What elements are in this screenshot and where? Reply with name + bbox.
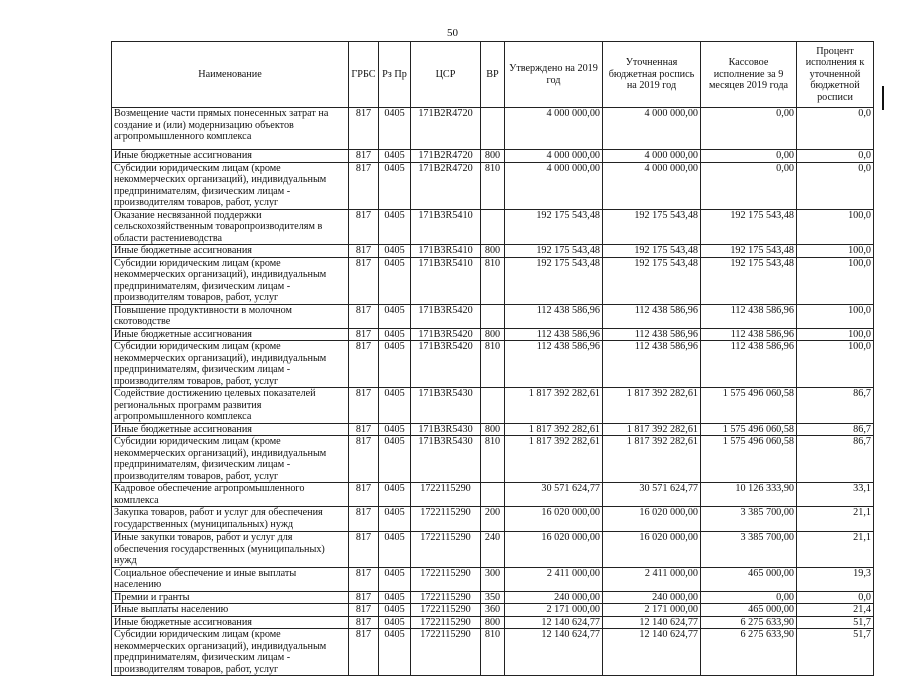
- cell-name: Иные выплаты населению: [112, 604, 349, 617]
- cell-refined: 112 438 586,96: [603, 304, 701, 328]
- cell-name: Иные бюджетные ассигнования: [112, 423, 349, 436]
- cell-rzpr: 0405: [379, 150, 411, 163]
- cell-grbs: 817: [349, 616, 379, 629]
- cell-csr: 1722115290: [411, 629, 481, 676]
- cell-percent: 100,0: [797, 245, 874, 258]
- table-row: [112, 245, 874, 258]
- cell-name: Субсидии юридическим лицам (кроме некоммерческих организаций), индивидуальным предпринимателям, физическим лицам - производителям товаров, работ, услуг: [112, 162, 349, 209]
- cell-vr: 800: [481, 328, 505, 341]
- cell-name: Содействие достижению целевых показателей региональных программ развития агропромышленного комплекса: [112, 388, 349, 424]
- cell-name: Субсидии юридическим лицам (кроме некоммерческих организаций), индивидуальным предпринимателям, физическим лицам - производителям товаров, работ, услуг: [112, 436, 349, 483]
- cell-name: Социальное обеспечение и иные выплаты населению: [112, 567, 349, 591]
- cell-approved: 192 175 543,48: [505, 245, 603, 258]
- cell-vr: 810: [481, 162, 505, 209]
- cell-refined: 2 411 000,00: [603, 567, 701, 591]
- cell-grbs: 817: [349, 150, 379, 163]
- cell-refined: 12 140 624,77: [603, 629, 701, 676]
- cell-name: Кадровое обеспечение агропромышленного комплекса: [112, 483, 349, 507]
- cell-cash: 10 126 333,90: [701, 483, 797, 507]
- header-rzpr: Рз Пр: [379, 42, 411, 108]
- cell-csr: 1722115290: [411, 507, 481, 532]
- cell-percent: 100,0: [797, 304, 874, 328]
- cell-refined: 240 000,00: [603, 591, 701, 604]
- cell-csr: 171B3R5430: [411, 436, 481, 483]
- cell-percent: 86,7: [797, 423, 874, 436]
- cell-grbs: 817: [349, 388, 379, 424]
- cell-grbs: 817: [349, 257, 379, 304]
- cell-grbs: 817: [349, 507, 379, 532]
- cell-csr: 171B3R5420: [411, 304, 481, 328]
- cell-grbs: 817: [349, 108, 379, 150]
- table-row: [112, 507, 874, 532]
- cell-rzpr: 0405: [379, 108, 411, 150]
- cell-refined: 1 817 392 282,61: [603, 388, 701, 424]
- cell-vr: 360: [481, 604, 505, 617]
- header-approved: Утверждено на 2019 год: [505, 42, 603, 108]
- cell-cash: 0,00: [701, 108, 797, 150]
- cell-rzpr: 0405: [379, 328, 411, 341]
- cell-csr: 171B3R5420: [411, 328, 481, 341]
- table-row: [112, 604, 874, 617]
- cell-rzpr: 0405: [379, 532, 411, 568]
- cell-refined: 4 000 000,00: [603, 150, 701, 163]
- cell-percent: 0,0: [797, 162, 874, 209]
- cell-cash: 0,00: [701, 591, 797, 604]
- table-row: [112, 162, 874, 209]
- table-row: [112, 341, 874, 388]
- cell-percent: 21,1: [797, 507, 874, 532]
- cell-refined: 30 571 624,77: [603, 483, 701, 507]
- cell-approved: 4 000 000,00: [505, 162, 603, 209]
- cell-name: Возмещение части прямых понесенных затрат на создание и (или) модернизацию объектов агропромышленного комплекса: [112, 108, 349, 150]
- cell-csr: 171B3R5410: [411, 257, 481, 304]
- table-row: [112, 328, 874, 341]
- cell-refined: 16 020 000,00: [603, 507, 701, 532]
- page-number: 50: [447, 27, 458, 39]
- cell-cash: 6 275 633,90: [701, 629, 797, 676]
- cell-cash: 1 575 496 060,58: [701, 388, 797, 424]
- cell-percent: 51,7: [797, 616, 874, 629]
- cell-vr: 240: [481, 532, 505, 568]
- cell-grbs: 817: [349, 245, 379, 258]
- cell-cash: 112 438 586,96: [701, 341, 797, 388]
- cell-cash: 3 385 700,00: [701, 507, 797, 532]
- cell-vr: 350: [481, 591, 505, 604]
- cell-csr: 1722115290: [411, 591, 481, 604]
- cell-approved: 16 020 000,00: [505, 532, 603, 568]
- cell-cash: 192 175 543,48: [701, 257, 797, 304]
- cell-cash: 112 438 586,96: [701, 304, 797, 328]
- cell-vr: [481, 108, 505, 150]
- cell-rzpr: 0405: [379, 209, 411, 245]
- cell-vr: 810: [481, 629, 505, 676]
- cell-csr: 171B2R4720: [411, 108, 481, 150]
- cell-refined: 16 020 000,00: [603, 532, 701, 568]
- cell-approved: 112 438 586,96: [505, 304, 603, 328]
- cell-rzpr: 0405: [379, 507, 411, 532]
- cell-cash: 0,00: [701, 162, 797, 209]
- cell-grbs: 817: [349, 629, 379, 676]
- cell-vr: [481, 483, 505, 507]
- cell-grbs: 817: [349, 304, 379, 328]
- cell-cash: 192 175 543,48: [701, 209, 797, 245]
- cell-approved: 30 571 624,77: [505, 483, 603, 507]
- cell-name: Иные бюджетные ассигнования: [112, 328, 349, 341]
- cell-refined: 4 000 000,00: [603, 108, 701, 150]
- cell-refined: 192 175 543,48: [603, 209, 701, 245]
- cell-csr: 171B3R5420: [411, 341, 481, 388]
- table-row: [112, 436, 874, 483]
- cell-refined: 1 817 392 282,61: [603, 436, 701, 483]
- cell-refined: 1 817 392 282,61: [603, 423, 701, 436]
- cell-csr: 171B3R5410: [411, 209, 481, 245]
- cell-refined: 2 171 000,00: [603, 604, 701, 617]
- cell-grbs: 817: [349, 328, 379, 341]
- table-row: [112, 108, 874, 150]
- cell-approved: 12 140 624,77: [505, 629, 603, 676]
- cell-rzpr: 0405: [379, 388, 411, 424]
- cell-percent: 86,7: [797, 388, 874, 424]
- cell-vr: [481, 304, 505, 328]
- cell-percent: 33,1: [797, 483, 874, 507]
- cell-cash: 192 175 543,48: [701, 245, 797, 258]
- cell-approved: 12 140 624,77: [505, 616, 603, 629]
- cell-refined: 12 140 624,77: [603, 616, 701, 629]
- cell-approved: 16 020 000,00: [505, 507, 603, 532]
- cell-name: Оказание несвязанной поддержки сельскохозяйственным товаропроизводителям в области растениеводства: [112, 209, 349, 245]
- cell-name: Субсидии юридическим лицам (кроме некоммерческих организаций), индивидуальным предпринимателям, физическим лицам - производителям товаров, работ, услуг: [112, 257, 349, 304]
- cell-vr: 200: [481, 507, 505, 532]
- cell-percent: 51,7: [797, 629, 874, 676]
- cell-approved: 2 411 000,00: [505, 567, 603, 591]
- cell-approved: 1 817 392 282,61: [505, 423, 603, 436]
- cell-approved: 1 817 392 282,61: [505, 388, 603, 424]
- cell-percent: 100,0: [797, 257, 874, 304]
- cell-grbs: 817: [349, 436, 379, 483]
- table-row: [112, 483, 874, 507]
- cell-vr: 810: [481, 257, 505, 304]
- cell-percent: 0,0: [797, 150, 874, 163]
- cell-approved: 2 171 000,00: [505, 604, 603, 617]
- cell-approved: 112 438 586,96: [505, 341, 603, 388]
- cell-cash: 3 385 700,00: [701, 532, 797, 568]
- cell-rzpr: 0405: [379, 423, 411, 436]
- cell-csr: 1722115290: [411, 604, 481, 617]
- cell-name: Премии и гранты: [112, 591, 349, 604]
- table-row: [112, 304, 874, 328]
- cell-rzpr: 0405: [379, 604, 411, 617]
- header-grbs: ГРБС: [349, 42, 379, 108]
- table-row: [112, 423, 874, 436]
- table-row: [112, 567, 874, 591]
- cell-vr: 800: [481, 245, 505, 258]
- cell-name: Иные бюджетные ассигнования: [112, 150, 349, 163]
- cell-refined: 192 175 543,48: [603, 245, 701, 258]
- cell-approved: 1 817 392 282,61: [505, 436, 603, 483]
- cell-approved: 112 438 586,96: [505, 328, 603, 341]
- cell-percent: 100,0: [797, 209, 874, 245]
- cell-csr: 1722115290: [411, 532, 481, 568]
- cell-cash: 1 575 496 060,58: [701, 423, 797, 436]
- cell-name: Иные бюджетные ассигнования: [112, 616, 349, 629]
- header-row: [112, 42, 874, 108]
- cell-cash: 112 438 586,96: [701, 328, 797, 341]
- cell-cash: 465 000,00: [701, 604, 797, 617]
- cell-rzpr: 0405: [379, 436, 411, 483]
- cell-rzpr: 0405: [379, 245, 411, 258]
- cell-percent: 100,0: [797, 328, 874, 341]
- table-row: [112, 616, 874, 629]
- cell-csr: 171B3R5430: [411, 388, 481, 424]
- cell-percent: 21,4: [797, 604, 874, 617]
- cell-percent: 19,3: [797, 567, 874, 591]
- cell-name: Иные бюджетные ассигнования: [112, 245, 349, 258]
- header-csr: ЦСР: [411, 42, 481, 108]
- header-cash: Кассовое исполнение за 9 месяцев 2019 года: [701, 42, 797, 108]
- header-vr: ВР: [481, 42, 505, 108]
- table-row: [112, 209, 874, 245]
- cell-rzpr: 0405: [379, 591, 411, 604]
- cell-csr: 1722115290: [411, 483, 481, 507]
- cell-csr: 171B2R4720: [411, 162, 481, 209]
- cell-cash: 465 000,00: [701, 567, 797, 591]
- cell-approved: 240 000,00: [505, 591, 603, 604]
- cell-name: Субсидии юридическим лицам (кроме некоммерческих организаций), индивидуальным предпринимателям, физическим лицам - производителям товаров, работ, услуг: [112, 629, 349, 676]
- cell-approved: 4 000 000,00: [505, 150, 603, 163]
- cell-csr: 171B2R4720: [411, 150, 481, 163]
- cell-percent: 21,1: [797, 532, 874, 568]
- cell-refined: 112 438 586,96: [603, 328, 701, 341]
- cell-name: Субсидии юридическим лицам (кроме некоммерческих организаций), индивидуальным предпринимателям, физическим лицам - производителям товаров, работ, услуг: [112, 341, 349, 388]
- cell-approved: 4 000 000,00: [505, 108, 603, 150]
- cell-csr: 1722115290: [411, 567, 481, 591]
- table-row: [112, 150, 874, 163]
- cell-rzpr: 0405: [379, 483, 411, 507]
- cell-csr: 1722115290: [411, 616, 481, 629]
- header-percent: Процент исполнения к уточненной бюджетной росписи: [797, 42, 874, 108]
- cell-refined: 4 000 000,00: [603, 162, 701, 209]
- cell-name: Закупка товаров, работ и услуг для обеспечения государственных (муниципальных) нужд: [112, 507, 349, 532]
- cell-vr: 800: [481, 423, 505, 436]
- cell-grbs: 817: [349, 209, 379, 245]
- cell-grbs: 817: [349, 567, 379, 591]
- table-row: [112, 629, 874, 676]
- cell-cash: 0,00: [701, 150, 797, 163]
- cell-rzpr: 0405: [379, 567, 411, 591]
- cell-refined: 192 175 543,48: [603, 257, 701, 304]
- cell-csr: 171B3R5410: [411, 245, 481, 258]
- cell-rzpr: 0405: [379, 616, 411, 629]
- cell-grbs: 817: [349, 341, 379, 388]
- cell-grbs: 817: [349, 423, 379, 436]
- cell-csr: 171B3R5430: [411, 423, 481, 436]
- table-row: [112, 532, 874, 568]
- cell-vr: 800: [481, 616, 505, 629]
- cell-percent: 0,0: [797, 108, 874, 150]
- cell-cash: 6 275 633,90: [701, 616, 797, 629]
- cell-vr: [481, 388, 505, 424]
- cell-vr: 810: [481, 436, 505, 483]
- cell-grbs: 817: [349, 483, 379, 507]
- cell-vr: 810: [481, 341, 505, 388]
- cell-percent: 100,0: [797, 341, 874, 388]
- cell-name: Иные закупки товаров, работ и услуг для обеспечения государственных (муниципальных) нужд: [112, 532, 349, 568]
- cell-vr: [481, 209, 505, 245]
- header-refined: Уточненная бюджетная роспись на 2019 год: [603, 42, 701, 108]
- cell-grbs: 817: [349, 162, 379, 209]
- table-row: [112, 257, 874, 304]
- cell-rzpr: 0405: [379, 629, 411, 676]
- cell-grbs: 817: [349, 591, 379, 604]
- cell-vr: 300: [481, 567, 505, 591]
- cell-approved: 192 175 543,48: [505, 209, 603, 245]
- table-row: [112, 388, 874, 424]
- cell-grbs: 817: [349, 604, 379, 617]
- cell-rzpr: 0405: [379, 257, 411, 304]
- cell-percent: 86,7: [797, 436, 874, 483]
- cell-rzpr: 0405: [379, 162, 411, 209]
- margin-mark: [882, 86, 884, 110]
- cell-refined: 112 438 586,96: [603, 341, 701, 388]
- header-name: Наименование: [112, 42, 349, 108]
- cell-cash: 1 575 496 060,58: [701, 436, 797, 483]
- cell-name: Повышение продуктивности в молочном скотоводстве: [112, 304, 349, 328]
- cell-rzpr: 0405: [379, 304, 411, 328]
- cell-rzpr: 0405: [379, 341, 411, 388]
- cell-percent: 0,0: [797, 591, 874, 604]
- cell-approved: 192 175 543,48: [505, 257, 603, 304]
- cell-vr: 800: [481, 150, 505, 163]
- budget-table: [111, 41, 874, 676]
- table-row: [112, 591, 874, 604]
- cell-grbs: 817: [349, 532, 379, 568]
